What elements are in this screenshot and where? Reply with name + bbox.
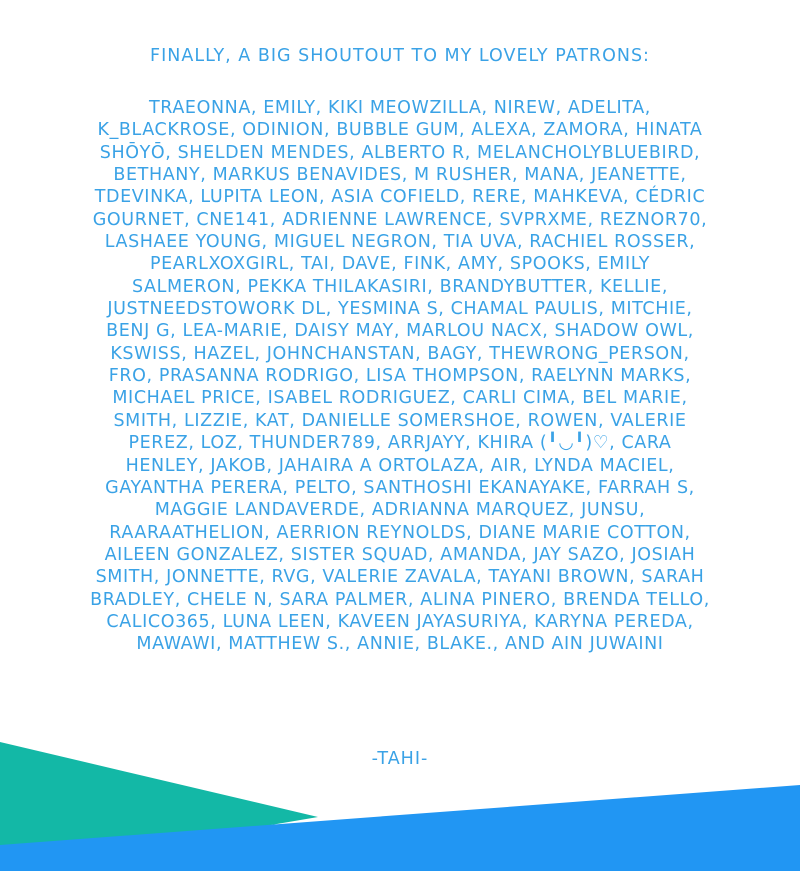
patron-line: RAARAATHELION, AERRION REYNOLDS, DIANE MARIE COTTON, — [109, 522, 691, 543]
patron-line: MICHAEL PRICE, ISABEL RODRIGUEZ, CARLI CIMA, BEL MARIE, — [112, 388, 688, 409]
patron-line: FRO, PRASANNA RODRIGO, LISA THOMPSON, RAELYNN MARKS, — [108, 366, 692, 387]
patron-line: BETHANY, MARKUS BENAVIDES, M RUSHER, MANA, JEANETTE, — [113, 165, 687, 186]
patron-line: LASHAEE YOUNG, MIGUEL NEGRON, TIA UVA, RACHIEL ROSSER, — [104, 232, 696, 253]
patron-line: GOURNET, CNE141, ADRIENNE LAWRENCE, SVPRXME, REZNOR70, — [92, 209, 708, 230]
patron-line: GAYANTHA PERERA, PELTO, SANTHOSHI EKANAYAKE, FARRAH S, — [105, 477, 695, 498]
patron-line: BENJ G, LEA-MARIE, DAISY MAY, MARLOU NACX, SHADOW OWL, — [106, 321, 694, 342]
patron-line: AILEEN GONZALEZ, SISTER SQUAD, AMANDA, JAY SAZO, JOSIAH — [104, 544, 696, 565]
patron-line: PEREZ, LOZ, THUNDER789, ARRJAYY, KHIRA (╹◡╹)♡, CARA — [128, 433, 672, 454]
patron-line: PEARLXOXGIRL, TAI, DAVE, FINK, AMY, SPOOKS, EMILY — [149, 254, 651, 275]
blue-band-shape — [0, 785, 800, 871]
patron-line: CALICO365, LUNA LEEN, KAVEEN JAYASURIYA, KARYNA PEREDA, — [106, 611, 694, 632]
patron-line: HENLEY, JAKOB, JAHAIRA A ORTOLAZA, AIR, LYNDA MACIEL, — [125, 455, 675, 476]
patron-line: SMITH, JONNETTE, RVG, VALERIE ZAVALA, TAYANI BROWN, SARAH — [95, 567, 705, 588]
patron-line: K_BLACKROSE, ODINION, BUBBLE GUM, ALEXA, ZAMORA, HINATA — [97, 120, 703, 141]
patron-line: SMITH, LIZZIE, KAT, DANIELLE SOMERSHOE, ROWEN, VALERIE — [113, 410, 687, 431]
patron-line: SHŌYŌ, SHELDEN MENDES, ALBERTO R, MELANCHOLYBLUEBIRD, — [99, 142, 701, 163]
patron-line: SALMERON, PEKKA THILAKASIRI, BRANDYBUTTER, KELLIE, — [131, 276, 668, 297]
page-heading: FINALLY, A BIG SHOUTOUT TO MY LOVELY PATRONS: — [150, 46, 650, 66]
patron-line: TRAEONNA, EMILY, KIKI MEOWZILLA, NIREW, ADELITA, — [149, 98, 651, 118]
patron-line: MAGGIE LANDAVERDE, ADRIANNA MARQUEZ, JUNSU, — [154, 500, 646, 521]
patron-list — [20, 97, 780, 656]
patron-line: BRADLEY, CHELE N, SARA PALMER, ALINA PINERO, BRENDA TELLO, — [90, 589, 710, 610]
author-signature: -TAHI- — [371, 749, 429, 769]
patron-line: KSWISS, HAZEL, JOHNCHANSTAN, BAGY, THEWRONG_PERSON, — [110, 343, 690, 364]
patron-line: TDEVINKA, LUPITA LEON, ASIA COFIELD, RERE, MAHKEVA, CÉDRIC — [94, 187, 706, 208]
patron-line: MAWAWI, MATTHEW S., ANNIE, BLAKE., AND AIN JUWAINI — [136, 634, 664, 655]
patron-line: JUSTNEEDSTOWORK DL, YESMINA S, CHAMAL PAULIS, MITCHIE, — [107, 299, 693, 320]
